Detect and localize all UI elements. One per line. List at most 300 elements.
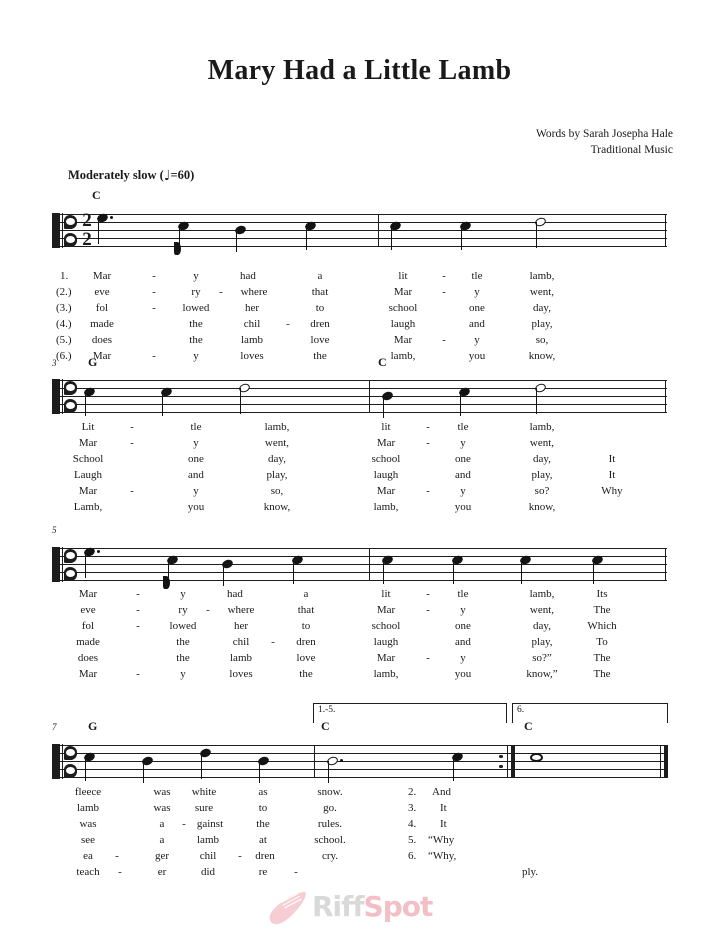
- repeat-dots-icon: [499, 745, 503, 778]
- time-sig-unit: 2: [82, 229, 92, 250]
- lyric-syllable: was: [79, 818, 97, 830]
- lyric-syllable: y: [474, 286, 480, 298]
- lyric-syllable: Mar: [78, 668, 98, 680]
- lyric-syllable: lamb,: [390, 350, 416, 362]
- lyric-line: [0, 666, 719, 682]
- lyric-line: [0, 816, 719, 832]
- lyric-syllable: and: [455, 469, 471, 481]
- staff-line: [52, 246, 667, 247]
- lyric-hyphen: -: [136, 604, 140, 616]
- lyric-syllable: one: [455, 620, 471, 632]
- lyric-syllable: teach: [76, 866, 100, 878]
- tempo-marking: [68, 168, 194, 184]
- lyric-syllable: day,: [268, 453, 286, 465]
- lyric-syllable: was: [153, 786, 171, 798]
- lyric-hyphen: -: [136, 588, 140, 600]
- lyric-line: [0, 419, 719, 435]
- start-barline: [52, 213, 57, 248]
- lyric-syllable: y: [460, 437, 466, 449]
- verse-number: (3.): [56, 302, 72, 314]
- lyric-syllable: one: [188, 453, 204, 465]
- lyric-syllable: tle: [457, 588, 469, 600]
- lyric-syllable: lowed: [182, 302, 210, 314]
- staff-line: [52, 745, 667, 746]
- lyric-syllable: that: [311, 286, 329, 298]
- staff-line: [52, 548, 667, 549]
- tempo-text: Moderately slow: [68, 168, 157, 182]
- lyric-syllable: where: [240, 286, 268, 298]
- quarter-note-icon: ♩: [163, 168, 171, 184]
- lyric-syllable: so?”: [532, 652, 552, 664]
- lyric-hyphen: -: [286, 318, 290, 330]
- lyric-hyphen: -: [426, 652, 430, 664]
- lyric-syllable: laugh: [373, 636, 399, 648]
- lyric-hyphen: -: [115, 850, 119, 862]
- logo-text-spot: Spot: [363, 890, 433, 923]
- lyric-syllable: Mar: [376, 604, 396, 616]
- logo-text: [312, 890, 432, 923]
- lyric-syllable: dren: [310, 318, 330, 330]
- lyric-syllable: er: [157, 866, 167, 878]
- lyric-syllable: “Why: [428, 834, 455, 846]
- lyric-syllable: The: [593, 668, 611, 680]
- lyric-syllable: lit: [398, 270, 408, 282]
- lyric-line: [0, 602, 719, 618]
- lyric-syllable: “Why,: [428, 850, 457, 862]
- lyric-syllable: Mar: [78, 485, 98, 497]
- barline: [665, 548, 666, 581]
- start-barline: [52, 744, 57, 779]
- lyric-syllable: Which: [587, 620, 617, 632]
- lyric-syllable: And: [432, 786, 451, 798]
- lyric-line: [0, 348, 719, 364]
- lyric-syllable: Lit: [81, 421, 95, 433]
- lyric-syllable: chil: [243, 318, 261, 330]
- lyric-syllable: y: [193, 437, 199, 449]
- lyric-hyphen: -: [206, 604, 210, 616]
- tempo-open-paren: (: [159, 168, 164, 182]
- verse-number: (5.): [56, 334, 72, 346]
- time-signature: [80, 211, 94, 249]
- lyric-hyphen: -: [182, 818, 186, 830]
- lyric-hyphen: -: [442, 286, 446, 298]
- lyric-syllable: school: [371, 453, 401, 465]
- lyric-hyphen: -: [294, 866, 298, 878]
- lyric-line: [0, 268, 719, 284]
- riffspot-logo: [268, 888, 453, 928]
- lyric-syllable: Mar: [376, 437, 396, 449]
- lyric-syllable: laugh: [373, 469, 399, 481]
- lyric-syllable: lamb,: [373, 668, 399, 680]
- staff-line: [52, 556, 667, 557]
- lyric-syllable: Mar: [78, 437, 98, 449]
- lyric-syllable: know,”: [526, 668, 558, 680]
- lyric-line: [0, 832, 719, 848]
- staff-line: [52, 238, 667, 239]
- lyric-syllable: to: [315, 302, 325, 314]
- lyric-syllable: lamb,: [373, 501, 399, 513]
- lyric-syllable: lamb,: [529, 588, 555, 600]
- staff-line: [52, 404, 667, 405]
- lyric-line: [0, 284, 719, 300]
- guitar-pick-icon: [268, 890, 308, 926]
- lyric-syllable: the: [313, 350, 327, 362]
- lyric-syllable: Laugh: [73, 469, 103, 481]
- lyric-syllable: a: [317, 270, 323, 282]
- lyric-syllable: Mar: [92, 270, 112, 282]
- lyric-syllable: white: [191, 786, 217, 798]
- lyric-syllable: love: [296, 652, 316, 664]
- c-clef-icon: [57, 379, 79, 414]
- lyric-syllable: Mar: [78, 588, 98, 600]
- start-barline: [52, 547, 57, 582]
- lyric-syllable: laugh: [390, 318, 416, 330]
- lyric-syllable: The: [593, 604, 611, 616]
- lyric-syllable: had: [240, 270, 256, 282]
- lyric-syllable: y: [180, 588, 186, 600]
- lyric-syllable: see: [80, 834, 96, 846]
- lyric-syllable: fol: [81, 620, 95, 632]
- barline: [378, 214, 379, 247]
- lyric-syllable: Mar: [376, 652, 396, 664]
- lyric-syllable: tle: [457, 421, 469, 433]
- chord-symbol: G: [88, 719, 98, 733]
- lyric-syllable: the: [256, 818, 270, 830]
- lyric-syllable: you: [187, 501, 205, 513]
- lyric-syllable: It: [608, 453, 616, 465]
- barline: [660, 745, 661, 778]
- lyric-syllable: made: [76, 636, 100, 648]
- lyric-line: [0, 451, 719, 467]
- chord-symbol: C: [321, 719, 330, 733]
- lyric-line: [0, 467, 719, 483]
- verse-number: 3.: [408, 802, 417, 814]
- lyrics-block: [0, 784, 719, 880]
- barline: [369, 548, 370, 581]
- lyric-syllable: does: [77, 652, 99, 664]
- lyric-hyphen: -: [130, 437, 134, 449]
- lyric-syllable: lamb,: [529, 270, 555, 282]
- lyric-syllable: so?: [534, 485, 550, 497]
- lyric-syllable: lit: [381, 421, 391, 433]
- lyric-syllable: ea: [83, 850, 93, 862]
- lyric-syllable: lowed: [169, 620, 197, 632]
- lyric-syllable: a: [159, 818, 165, 830]
- credits-music: Traditional Music: [590, 144, 673, 156]
- staff-line: [52, 380, 667, 381]
- lyric-syllable: chil: [199, 850, 217, 862]
- lyric-syllable: fol: [95, 302, 109, 314]
- lyric-syllable: you: [454, 668, 472, 680]
- lyric-syllable: ger: [154, 850, 170, 862]
- lyric-syllable: y: [460, 604, 466, 616]
- verse-number: (4.): [56, 318, 72, 330]
- lyric-syllable: Mar: [393, 286, 413, 298]
- volta-label: 6.: [517, 705, 525, 715]
- lyric-syllable: y: [193, 350, 199, 362]
- lyric-syllable: school: [388, 302, 418, 314]
- lyric-syllable: a: [303, 588, 309, 600]
- lyric-syllable: y: [193, 485, 199, 497]
- staff-line: [52, 564, 667, 565]
- lyric-syllable: play,: [531, 318, 553, 330]
- lyric-line: [0, 332, 719, 348]
- lyric-syllable: lamb: [197, 834, 219, 846]
- lyric-syllable: the: [189, 318, 203, 330]
- lyric-hyphen: -: [238, 850, 242, 862]
- lyric-syllable: and: [469, 318, 485, 330]
- lyric-syllable: one: [455, 453, 471, 465]
- lyric-syllable: lamb: [77, 802, 99, 814]
- lyric-hyphen: -: [442, 334, 446, 346]
- lyric-syllable: To: [596, 636, 608, 648]
- lyric-syllable: went,: [529, 604, 555, 616]
- lyric-syllable: made: [90, 318, 114, 330]
- lyric-line: [0, 499, 719, 515]
- lyrics-block: [0, 586, 719, 682]
- lyric-line: [0, 618, 719, 634]
- lyric-syllable: did: [200, 866, 216, 878]
- lyric-syllable: to: [258, 802, 268, 814]
- lyric-syllable: know,: [263, 501, 291, 513]
- lyric-syllable: know,: [528, 501, 556, 513]
- lyric-syllable: you: [468, 350, 486, 362]
- lyric-syllable: snow.: [317, 786, 343, 798]
- lyric-syllable: school: [371, 620, 401, 632]
- tempo-equals: =: [170, 168, 178, 182]
- staff-line: [52, 412, 667, 413]
- lyric-hyphen: -: [442, 270, 446, 282]
- lyric-syllable: y: [460, 652, 466, 664]
- lyric-syllable: lamb,: [529, 421, 555, 433]
- lyric-syllable: re: [258, 866, 268, 878]
- lyric-hyphen: -: [426, 604, 430, 616]
- lyric-syllable: love: [310, 334, 330, 346]
- barline: [665, 214, 666, 247]
- staff-line: [52, 580, 667, 581]
- c-clef-icon: [57, 744, 79, 779]
- lyric-line: [0, 300, 719, 316]
- lyric-syllable: Lamb,: [73, 501, 103, 513]
- verse-number: (6.): [56, 350, 72, 362]
- lyric-syllable: School: [72, 453, 104, 465]
- lyric-syllable: dren: [296, 636, 316, 648]
- staff-line: [52, 388, 667, 389]
- lyric-syllable: rules.: [317, 818, 343, 830]
- lyric-syllable: go.: [323, 802, 337, 814]
- lyric-syllable: school.: [314, 834, 346, 846]
- lyric-syllable: play,: [266, 469, 288, 481]
- lyric-syllable: cry.: [321, 850, 339, 862]
- staff: [52, 745, 667, 777]
- lyric-syllable: so,: [270, 485, 284, 497]
- lyric-syllable: lamb,: [264, 421, 290, 433]
- barline: [665, 380, 666, 413]
- lyric-line: [0, 864, 719, 880]
- lyric-hyphen: -: [136, 620, 140, 632]
- lyric-syllable: the: [189, 334, 203, 346]
- lyric-syllable: It: [440, 818, 447, 830]
- lyric-line: [0, 435, 719, 451]
- staff: [52, 210, 667, 250]
- lyric-syllable: tle: [471, 270, 483, 282]
- c-clef-icon: [57, 213, 79, 248]
- staff-line: [52, 769, 667, 770]
- lyric-syllable: ry: [178, 604, 188, 616]
- verse-number: (2.): [56, 286, 72, 298]
- page-title: Mary Had a Little Lamb: [207, 55, 512, 86]
- lyric-line: [0, 316, 719, 332]
- lyric-syllable: Why: [601, 485, 623, 497]
- verse-number: 6.: [408, 850, 417, 862]
- staff-line: [52, 572, 667, 573]
- lyric-syllable: her: [233, 620, 249, 632]
- lyric-hyphen: -: [130, 485, 134, 497]
- staff-line: [52, 214, 667, 215]
- lyric-syllable: Mar: [393, 334, 413, 346]
- lyric-syllable: loves: [229, 668, 253, 680]
- lyric-syllable: loves: [240, 350, 264, 362]
- staff-line: [52, 230, 667, 231]
- lyric-hyphen: -: [426, 485, 430, 497]
- credits-words: Words by Sarah Josepha Hale: [535, 128, 673, 140]
- verse-number: 1.: [60, 270, 69, 282]
- lyric-syllable: a: [159, 834, 165, 846]
- staff-line: [52, 753, 667, 754]
- lyric-syllable: y: [460, 485, 466, 497]
- lyric-syllable: y: [193, 270, 199, 282]
- lyric-syllable: the: [176, 636, 190, 648]
- start-barline: [52, 379, 57, 414]
- volta-bracket-2: [512, 703, 668, 723]
- lyric-syllable: eve: [94, 286, 110, 298]
- lyric-hyphen: -: [152, 286, 156, 298]
- lyric-syllable: day,: [533, 453, 551, 465]
- lyrics-block: [0, 419, 719, 515]
- lyric-syllable: as: [258, 786, 268, 798]
- lyric-syllable: y: [180, 668, 186, 680]
- lyric-hyphen: -: [130, 421, 134, 433]
- lyric-syllable: It: [440, 802, 447, 814]
- lyric-syllable: lit: [381, 588, 391, 600]
- chord-symbol: C: [378, 355, 387, 369]
- lyric-line: [0, 483, 719, 499]
- barline: [314, 745, 315, 778]
- lyric-hyphen: -: [426, 588, 430, 600]
- c-clef-icon: [57, 547, 79, 582]
- lyric-syllable: fleece: [74, 786, 102, 798]
- staff-line: [52, 777, 667, 778]
- credits: [536, 126, 673, 158]
- lyric-syllable: so,: [535, 334, 549, 346]
- lyric-syllable: ry: [191, 286, 201, 298]
- lyric-line: [0, 634, 719, 650]
- lyrics-block: [0, 268, 719, 364]
- lyric-syllable: ply.: [521, 866, 539, 878]
- lyric-syllable: It: [608, 469, 616, 481]
- lyric-syllable: play,: [531, 469, 553, 481]
- staff-line: [52, 396, 667, 397]
- chord-symbol: C: [92, 188, 101, 202]
- lyric-hyphen: -: [152, 270, 156, 282]
- lyric-syllable: lamb: [230, 652, 252, 664]
- lyric-syllable: Its: [596, 588, 608, 600]
- chord-symbol: C: [524, 719, 533, 733]
- lyric-syllable: eve: [80, 604, 96, 616]
- lyric-syllable: does: [91, 334, 113, 346]
- lyric-syllable: one: [469, 302, 485, 314]
- time-sig-beats: 2: [82, 210, 92, 231]
- lyric-hyphen: -: [426, 421, 430, 433]
- lyric-syllable: at: [259, 834, 267, 846]
- lyric-syllable: Mar: [376, 485, 396, 497]
- lyric-syllable: to: [301, 620, 311, 632]
- staff: [52, 548, 667, 580]
- lyric-syllable: where: [227, 604, 255, 616]
- lyric-syllable: gainst: [196, 818, 224, 830]
- lyric-hyphen: -: [118, 866, 122, 878]
- lyric-hyphen: -: [271, 636, 275, 648]
- lyric-syllable: the: [176, 652, 190, 664]
- lyric-syllable: The: [593, 652, 611, 664]
- lyric-syllable: went,: [264, 437, 290, 449]
- lyric-syllable: you: [454, 501, 472, 513]
- lyric-syllable: chil: [232, 636, 250, 648]
- lyric-syllable: and: [455, 636, 471, 648]
- lyric-syllable: her: [244, 302, 260, 314]
- lyric-syllable: went,: [529, 437, 555, 449]
- verse-number: 5.: [408, 834, 417, 846]
- repeat-barline: [511, 745, 515, 778]
- lyric-syllable: dren: [255, 850, 275, 862]
- lyric-line: [0, 848, 719, 864]
- tempo-bpm: 60: [177, 168, 191, 182]
- staff: [52, 380, 667, 412]
- measure-number: 5: [52, 525, 57, 535]
- lyric-syllable: play,: [531, 636, 553, 648]
- volta-bracket-1: [313, 703, 507, 723]
- lyric-syllable: and: [188, 469, 204, 481]
- lyric-syllable: y: [474, 334, 480, 346]
- lyric-line: [0, 586, 719, 602]
- lyric-syllable: was: [153, 802, 171, 814]
- lyric-syllable: the: [299, 668, 313, 680]
- lyric-line: [0, 800, 719, 816]
- lyric-syllable: went,: [529, 286, 555, 298]
- chord-symbol: G: [88, 355, 98, 369]
- lyric-syllable: day,: [533, 620, 551, 632]
- volta-label: 1.-5.: [318, 705, 336, 715]
- lyric-line: [0, 784, 719, 800]
- lyric-syllable: sure: [194, 802, 214, 814]
- logo-text-riff: Riff: [312, 890, 364, 923]
- lyric-syllable: that: [297, 604, 315, 616]
- lyric-syllable: Mar: [92, 350, 112, 362]
- lyric-hyphen: -: [152, 302, 156, 314]
- verse-number: 2.: [408, 786, 417, 798]
- tempo-close-paren: ): [190, 168, 195, 182]
- final-barline: [664, 745, 668, 778]
- lyric-line: [0, 650, 719, 666]
- barline: [507, 745, 508, 778]
- lyric-syllable: know,: [528, 350, 556, 362]
- lyric-syllable: had: [227, 588, 243, 600]
- lyric-syllable: day,: [533, 302, 551, 314]
- lyric-hyphen: -: [136, 668, 140, 680]
- barline: [369, 380, 370, 413]
- measure-number: 3: [52, 358, 57, 368]
- staff-line: [52, 222, 667, 223]
